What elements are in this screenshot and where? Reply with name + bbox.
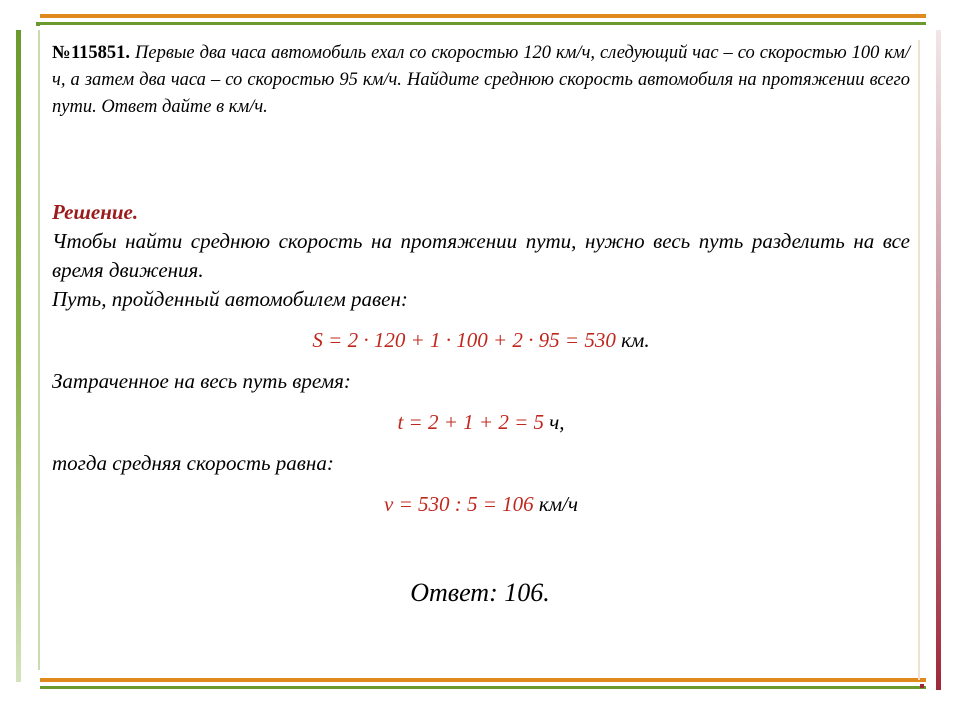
formula-time-unit: ч,	[549, 410, 565, 434]
formula-speed	[52, 490, 910, 519]
answer: Ответ: 106.	[410, 578, 550, 607]
formula-time	[52, 408, 910, 437]
formula-time-expression: t = 2 + 1 + 2 = 5	[397, 410, 544, 434]
formula-distance-unit: км.	[621, 328, 650, 352]
top-orange-bar	[40, 14, 926, 18]
formula-speed-unit: км/ч	[538, 492, 578, 516]
bottom-orange-bar	[40, 678, 926, 682]
solution-title: Решение.	[52, 200, 139, 224]
solution-block	[52, 198, 910, 519]
solution-paragraph-2: Путь, пройденный автомобилем равен:	[52, 287, 408, 311]
problem-block	[52, 40, 910, 121]
solution-paragraph-1: Чтобы найти среднюю скорость на протяжении пути, нужно весь путь разделить на все время движения.	[52, 229, 910, 282]
solution-paragraph-4: тогда средняя скорость равна:	[52, 451, 334, 475]
corner-square	[36, 22, 40, 26]
problem-statement	[52, 40, 910, 121]
solution-paragraph-3: Затраченное на весь путь время:	[52, 369, 351, 393]
formula-distance-expression: S = 2 · 120 + 1 · 100 + 2 · 95 = 530	[312, 328, 616, 352]
bottom-green-bar	[40, 686, 926, 689]
formula-speed-expression: v = 530 : 5 = 106	[384, 492, 534, 516]
corner-square	[920, 684, 924, 688]
left-inner-line	[38, 30, 40, 670]
problem-text: Первые два часа автомобиль ехал со скоростью 120 км/ч, следующий час – со скоростью 100 км/ч, а затем два часа – со скоростью 95 км/ч. Найдите среднюю скорость автомобиля на протяжении всего пути. Ответ дайте в км/ч.	[52, 43, 910, 117]
top-green-bar	[40, 22, 926, 25]
formula-distance	[52, 326, 910, 355]
problem-number: №115851.	[52, 43, 131, 63]
